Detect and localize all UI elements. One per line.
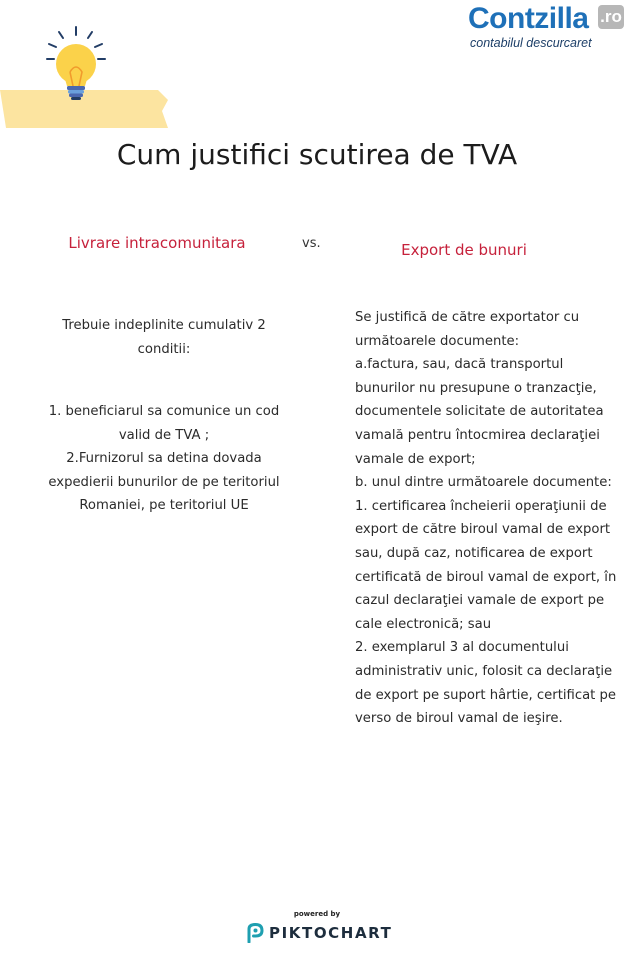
logo-tagline: contabilul descurcaret [470,36,592,50]
vs-label: vs. [302,236,321,251]
page-title: Cum justifici scutirea de TVA [116,138,518,171]
right-list-item: b. unul dintre următoarele documente: [355,475,612,491]
right-column-heading: Export de bunuri [401,241,527,259]
powered-by-piktochart[interactable] [236,906,398,950]
right-list-item: a.factura, sau, dacă transportul bunurilor nu presupune o tranzacţie, documentele solicitate de autoritatea vamală pentru întocmirea declaraţiei vamale de export; [355,357,604,467]
lightbulb-icon [0,20,170,132]
left-intro-text: Trebuie indeplinite cumulativ 2 conditii: [62,318,266,357]
logo-name: Contzilla [468,2,589,35]
left-column-heading: Livrare intracomunitara [68,234,246,252]
right-list-item: Se justifică de către exportator cu următoarele documente: [355,310,580,349]
left-condition-item: 2.Furnizorul sa detina dovada expedierii bunurilor de pe teritoriul Romaniei, pe teritoriul UE [48,451,280,514]
piktochart-wordmark: PIKTOCHART [269,924,393,942]
right-list-item: 1. certificarea încheierii operaţiunii de export de către biroul vamal de export sau, după caz, notificarea de export certificată de biroul vamal de export, în cazul declaraţiei vamale de export pe cale electronică; sau [355,498,617,632]
right-list-item: 2. exemplarul 3 al documentului administrativ unic, folosit ca declaraţie de export pe suport hârtie, certificat pe verso de biroul vamal de ieşire. [355,640,617,727]
powered-by-label: powered by [293,910,341,918]
contzilla-logo[interactable] [468,2,628,54]
left-condition-item: 1. beneficiarul sa comunice un cod valid de TVA ; [48,404,280,443]
logo-suffix-badge: .ro [598,5,624,29]
right-documents-list [355,306,621,731]
left-conditions-list [40,400,288,518]
piktochart-logo-icon [246,923,265,943]
